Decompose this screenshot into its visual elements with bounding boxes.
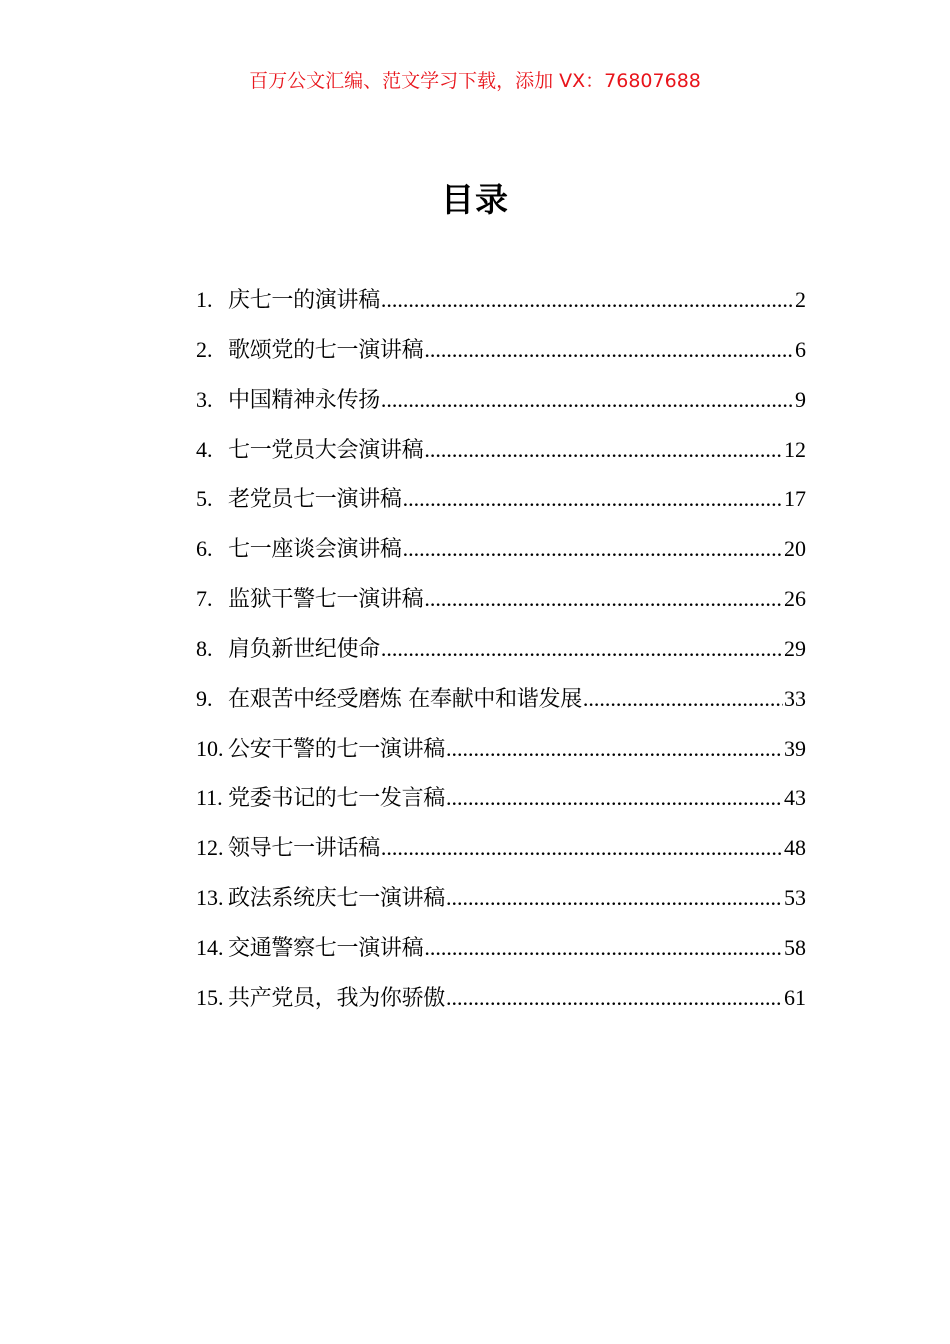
toc-entry-title: 领导七一讲话稿 <box>228 836 380 862</box>
toc-dot-leader <box>381 378 794 422</box>
toc-entry-page: 26 <box>784 586 806 612</box>
toc-dot-leader <box>424 328 794 372</box>
toc-entry-title: 歌颂党的七一演讲稿 <box>228 337 424 363</box>
toc-entry-title: 监狱干警七一演讲稿 <box>228 587 424 613</box>
toc-entry-page: 43 <box>784 785 806 811</box>
toc-entry[interactable] <box>196 776 806 826</box>
toc-entry[interactable] <box>196 328 806 378</box>
toc-entry-page: 53 <box>784 885 806 911</box>
header-note: 百万公文汇编、范文学习下载，添加 VX：76807688 <box>249 70 701 92</box>
toc-entry-number: 7. <box>196 586 213 612</box>
toc-entry-page: 29 <box>784 635 806 661</box>
toc-dot-leader <box>381 627 783 671</box>
toc-entry-number: 14. <box>196 934 224 960</box>
toc-entry[interactable] <box>196 727 806 777</box>
toc-entry-number: 5. <box>196 486 213 512</box>
toc-entry-title: 公安干警的七一演讲稿 <box>228 736 446 762</box>
toc-dot-leader <box>446 876 783 920</box>
toc-entry-page: 9 <box>795 386 806 412</box>
toc-entry[interactable] <box>196 378 806 428</box>
toc-entry[interactable] <box>196 477 806 527</box>
toc-entry-title: 在艰苦中经受磨炼 在奉献中和谐发展 <box>228 686 582 712</box>
toc-entry[interactable] <box>196 677 806 727</box>
toc-entry[interactable] <box>196 926 806 976</box>
toc-entry-number: 13. <box>196 885 224 911</box>
toc-entry-number: 9. <box>196 685 213 711</box>
toc-entry-title: 政法系统庆七一演讲稿 <box>228 886 446 912</box>
toc-entry-title: 共产党员，我为你骄傲 <box>228 985 446 1011</box>
toc-entry-title: 交通警察七一演讲稿 <box>228 935 424 961</box>
toc-entry[interactable] <box>196 627 806 677</box>
toc-dot-leader <box>424 428 783 472</box>
toc-entry-number: 6. <box>196 536 213 562</box>
toc-entry-number: 12. <box>196 835 224 861</box>
table-of-contents <box>196 278 806 1026</box>
toc-entry-title: 中国精神永传扬 <box>228 387 380 413</box>
toc-dot-leader <box>381 278 794 322</box>
toc-entry[interactable] <box>196 876 806 926</box>
toc-dot-leader <box>403 527 783 571</box>
toc-entry-page: 58 <box>784 934 806 960</box>
toc-entry-title: 党委书记的七一发言稿 <box>228 786 446 812</box>
toc-entry[interactable] <box>196 527 806 577</box>
toc-entry-number: 8. <box>196 635 213 661</box>
toc-entry[interactable] <box>196 577 806 627</box>
toc-entry-page: 6 <box>795 336 806 362</box>
toc-dot-leader <box>424 926 783 970</box>
toc-entry-title: 庆七一的演讲稿 <box>228 288 380 313</box>
toc-dot-leader <box>446 776 783 820</box>
toc-entry[interactable] <box>196 278 806 328</box>
toc-entry-title: 七一座谈会演讲稿 <box>228 537 402 563</box>
toc-entry-page: 2 <box>795 287 806 312</box>
toc-entry-page: 61 <box>784 984 806 1010</box>
toc-entry[interactable] <box>196 428 806 478</box>
toc-entry[interactable] <box>196 976 806 1026</box>
toc-entry-number: 15. <box>196 984 224 1010</box>
toc-dot-leader <box>424 577 783 621</box>
toc-entry-number: 4. <box>196 436 213 462</box>
toc-entry-number: 10. <box>196 735 224 761</box>
toc-entry-page: 48 <box>784 835 806 861</box>
page-title: 目录 <box>441 180 509 219</box>
toc-dot-leader <box>403 477 783 521</box>
toc-entry-title: 老党员七一演讲稿 <box>228 487 402 513</box>
toc-entry-number: 2. <box>196 336 213 362</box>
toc-entry-number: 11. <box>196 785 223 811</box>
toc-entry[interactable] <box>196 826 806 876</box>
toc-entry-number: 1. <box>196 287 213 312</box>
toc-entry-title: 肩负新世纪使命 <box>228 636 380 662</box>
toc-entry-page: 12 <box>784 436 806 462</box>
toc-entry-number: 3. <box>196 386 213 412</box>
toc-entry-page: 20 <box>784 536 806 562</box>
toc-dot-leader <box>446 727 783 771</box>
toc-entry-title: 七一党员大会演讲稿 <box>228 437 424 463</box>
toc-dot-leader <box>583 677 783 721</box>
toc-dot-leader <box>446 976 783 1020</box>
toc-entry-page: 33 <box>784 685 806 711</box>
toc-entry-page: 17 <box>784 486 806 512</box>
toc-entry-page: 39 <box>784 735 806 761</box>
toc-dot-leader <box>381 826 783 870</box>
